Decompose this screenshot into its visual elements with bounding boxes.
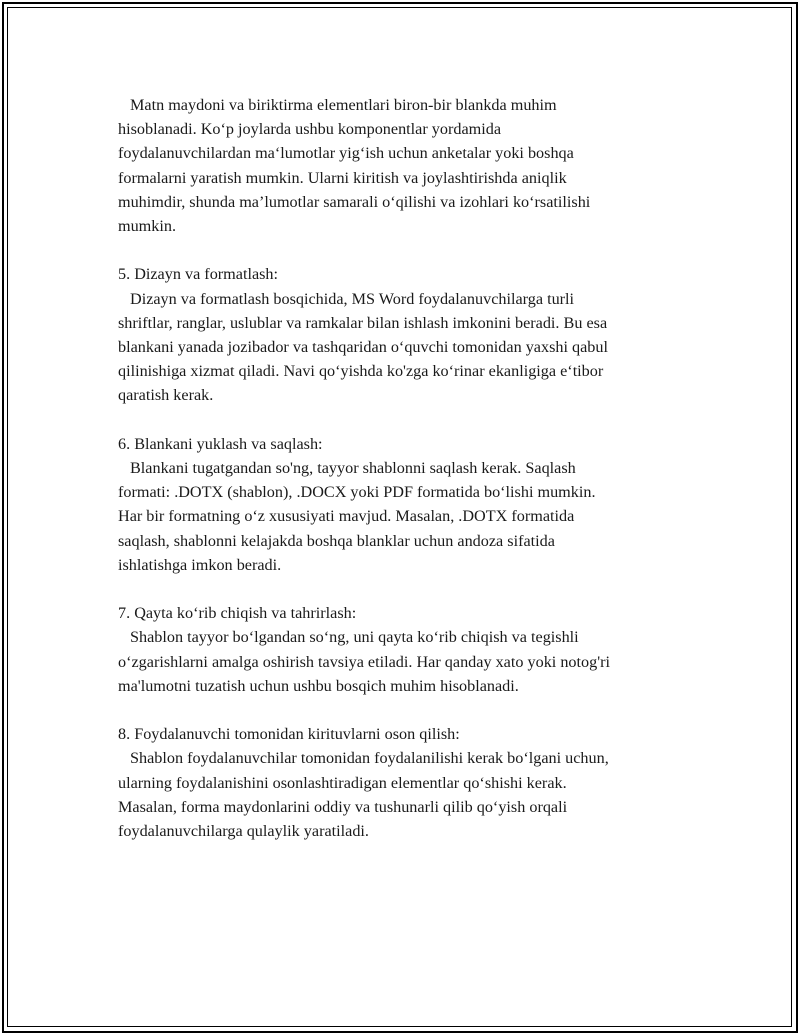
text-line: Masalan, forma maydonlarini oddiy va tushunarli qilib qoʻyish orqali	[118, 797, 568, 816]
text-line: Shablon foydalanuvchilar tomonidan foydalanilishi kerak boʻlgani uchun,	[130, 749, 609, 768]
text-line: ularning foydalanishini osonlashtiradigan elementlar qoʻshishi kerak.	[118, 773, 567, 792]
text-line: formati: .DOTX (shablon), .DOCX yoki PDF formatida boʻlishi mumkin.	[118, 483, 596, 502]
text-line: ishlatishga imkon beradi.	[118, 555, 282, 574]
section-design-formatting	[118, 262, 698, 407]
text-line: oʻzgarishlarni amalga oshirish tavsiya etiladi. Har qanday xato yoki notog'ri	[118, 652, 611, 671]
text-line: Dizayn va formatlash bosqichida, MS Word foydalanuvchilarga turli	[130, 289, 575, 308]
text-line: Blankani tugatgandan so'ng, tayyor shablonni saqlash kerak. Saqlash	[130, 459, 576, 478]
text-line: qaratish kerak.	[118, 386, 214, 405]
document-body	[118, 93, 698, 843]
section-heading: 5. Dizayn va formatlash:	[118, 265, 279, 284]
text-line: Matn maydoni va biriktirma elementlari biron-bir blankda muhim	[130, 96, 557, 114]
text-line: foydalanuvchilarga qulaylik yaratiladi.	[118, 822, 369, 841]
section-easy-input	[118, 722, 698, 843]
text-line: hisoblanadi. Koʻp joylarda ushbu komponentlar yordamida	[118, 120, 502, 139]
paragraph-spacer	[118, 238, 698, 262]
section-heading: 7. Qayta koʻrib chiqish va tahrirlash:	[118, 604, 357, 623]
paragraph-spacer	[118, 408, 698, 432]
section-load-save	[118, 432, 698, 577]
section-heading: 8. Foydalanuvchi tomonidan kirituvlarni oson qilish:	[118, 725, 460, 744]
paragraph-intro	[118, 93, 698, 238]
text-line: qilinishiga xizmat qiladi. Navi qoʻyishda ko'zga koʻrinar ekanligiga eʻtibor	[118, 362, 604, 381]
text-line: Har bir formatning oʻz xususiyati mavjud. Masalan, .DOTX formatida	[118, 507, 575, 526]
text-line: muhimdir, shunda maʼlumotlar samarali oʻqilishi va izohlari koʻrsatilishi	[118, 192, 591, 211]
paragraph-spacer	[118, 577, 698, 601]
paragraph-spacer	[118, 698, 698, 722]
section-review-edit	[118, 601, 698, 698]
text-line: Shablon tayyor boʻlgandan soʻng, uni qayta koʻrib chiqish va tegishli	[130, 628, 579, 647]
text-line: formalarni yaratish mumkin. Ularni kiritish va joylashtirishda aniqlik	[118, 168, 567, 187]
text-line: foydalanuvchilardan maʻlumotlar yigʻish uchun anketalar yoki boshqa	[118, 144, 574, 163]
text-line: saqlash, shablonni kelajakda boshqa blanklar uchun andoza sifatida	[118, 531, 555, 550]
text-line: shriftlar, ranglar, uslublar va ramkalar bilan ishlash imkonini beradi. Bu esa	[118, 313, 608, 332]
text-line: mumkin.	[118, 217, 177, 236]
text-line: ma'lumotni tuzatish uchun ushbu bosqich muhim hisoblanadi.	[118, 676, 519, 695]
section-heading: 6. Blankani yuklash va saqlash:	[118, 434, 323, 453]
text-line: blankani yanada jozibador va tashqaridan oʻquvchi tomonidan yaxshi qabul	[118, 338, 608, 357]
